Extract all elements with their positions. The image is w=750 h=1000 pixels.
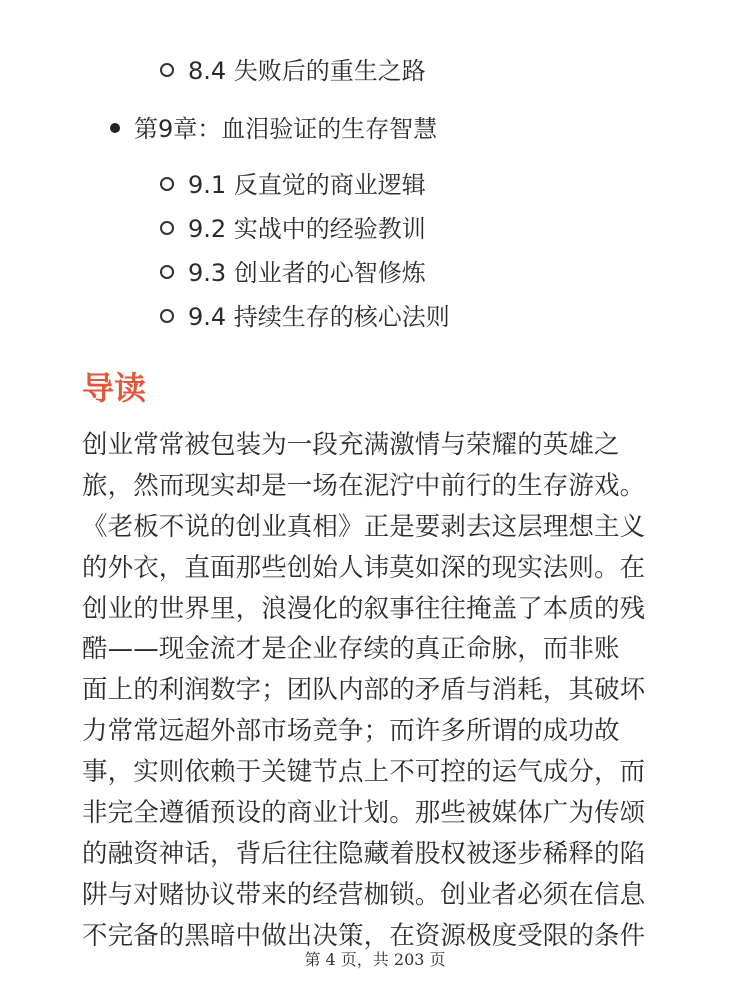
circle-bullet-icon: [160, 309, 174, 323]
toc-item-label: 9.1 反直觉的商业逻辑: [188, 171, 426, 199]
toc-item-9-1[interactable]: [160, 170, 426, 200]
circle-bullet-icon: [160, 177, 174, 191]
toc-item-label: 9.3 创业者的心智修炼: [188, 259, 426, 287]
paragraph-line: 的外衣，直面那些创始人讳莫如深的现实法则。在: [82, 552, 646, 583]
circle-bullet-icon: [160, 221, 174, 235]
circle-bullet-icon: [160, 265, 174, 279]
paragraph-line: 非完全遵循预设的商业计划。那些被媒体广为传颂: [82, 798, 646, 829]
toc-item-label: 8.4 失败后的重生之路: [188, 57, 426, 85]
toc-item-label: 第9章：血泪验证的生存智慧: [134, 115, 438, 143]
toc-item-8-4[interactable]: [160, 56, 426, 86]
paragraph-line: 阱与对赌协议带来的经营枷锁。创业者必须在信息: [82, 879, 646, 910]
toc-item-9-3[interactable]: [160, 258, 426, 288]
paragraph-line: 《老板不说的创业真相》正是要剥去这层理想主义: [82, 511, 646, 542]
toc-item-9-4[interactable]: [160, 302, 450, 332]
paragraph-line: 事，实则依赖于关键节点上不可控的运气成分，而: [82, 757, 646, 788]
paragraph-line: 旅，然而现实却是一场在泥泞中前行的生存游戏。: [82, 470, 646, 501]
paragraph-line: 创业常常被包装为一段充满激情与荣耀的英雄之: [82, 430, 620, 460]
paragraph-line: 酷——现金流才是企业存续的真正命脉，而非账: [82, 634, 620, 665]
paragraph-line: 不完备的黑暗中做出决策，在资源极度受限的条件: [82, 920, 646, 951]
paragraph-line: 力常常远超外部市场竞争；而许多所谓的成功故: [82, 716, 620, 747]
toc-item-label: 9.2 实战中的经验教训: [188, 215, 426, 243]
body-paragraph: [82, 425, 672, 957]
paragraph-line: 的融资神话，背后往往隐藏着股权被逐步稀释的陷: [82, 838, 646, 869]
paragraph-line: 面上的利润数字；团队内部的矛盾与消耗，其破坏: [82, 675, 646, 706]
disc-bullet-icon: [110, 123, 120, 133]
toc-item-label: 9.4 持续生存的核心法则: [188, 303, 450, 331]
page-number-footer: 第 4 页，共 203 页: [304, 950, 446, 969]
paragraph-line: 创业的世界里，浪漫化的叙事往往掩盖了本质的残: [82, 593, 646, 624]
toc-item-9-2[interactable]: [160, 214, 426, 244]
circle-bullet-icon: [160, 63, 174, 77]
section-heading: 导读: [82, 369, 147, 407]
toc-item-chapter-9[interactable]: [110, 114, 437, 144]
